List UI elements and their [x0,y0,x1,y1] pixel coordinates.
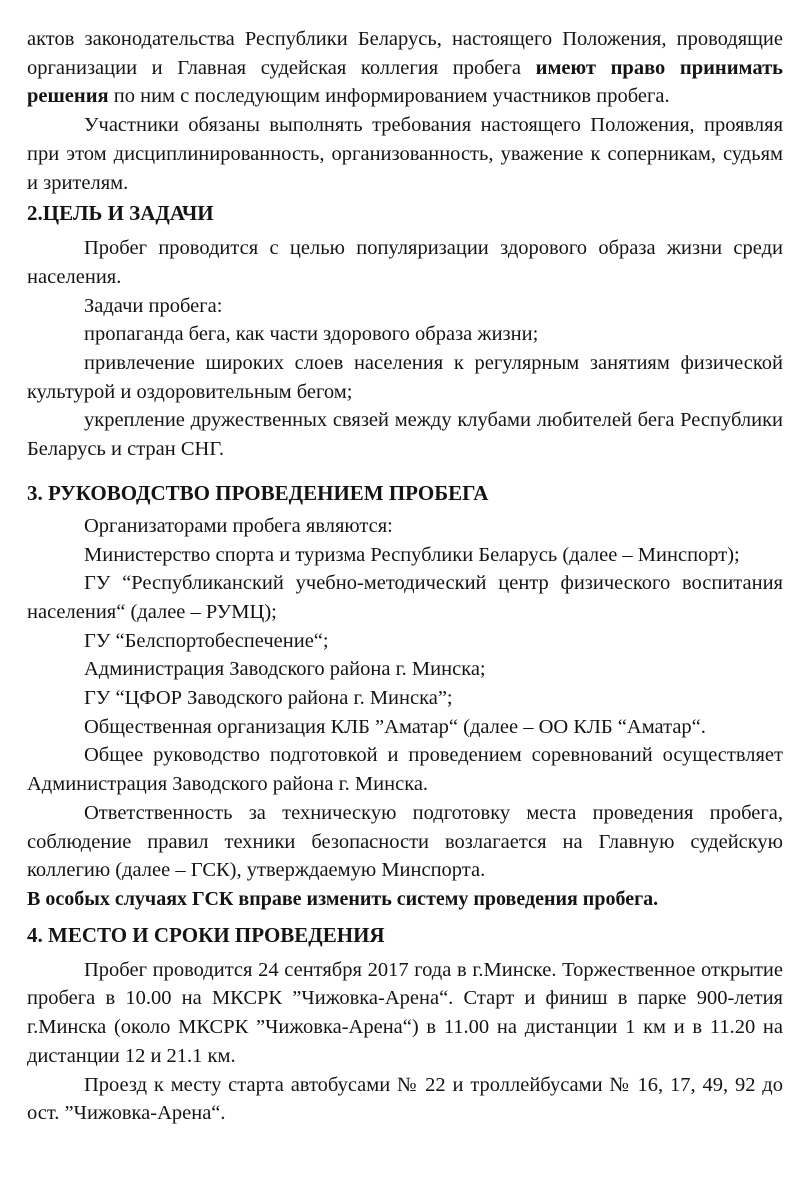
paragraph-responsibility: Ответственность за техническую подготовку места проведения пробега, соблюдение правил техники безопасности возлагается на Главную судейскую коллегию (далее – ГСК), утверждаемую Минспорта. [27,801,783,882]
list-item-organizer-3: ГУ “Белспортобеспечение“; [84,629,329,652]
emphasis-decision-right: имеют право принимать решения [27,56,783,108]
paragraph-general-management: Общее руководство подготовкой и проведением соревнований осуществляет Администрация Заводского района г. Минска. [27,744,783,796]
paragraph-intro: актов законодательства Республики Беларусь, настоящего Положения, проводящие организации и Главная судейская коллегия пробега имеют право принимать решения по ним с последующим информированием участников пробега. [27,28,783,108]
list-item-organizer-6: Общественная организация КЛБ ”Аматар“ (далее – ОО КЛБ “Аматар“. [84,715,706,738]
paragraph-participant-duties: Участники обязаны выполнять требования настоящего Положения, проявляя при этом дисциплинированность, организованность, уважение к соперникам, судьям и зрителям. [27,114,783,194]
section-title-goals: 2.ЦЕЛЬ И ЗАДАЧИ [27,201,214,226]
paragraph-goal: Пробег проводится с целью популяризации здорового образа жизни среди населения. [27,237,783,288]
list-item-task-2: привлечение широких слоев населения к регулярным занятиям физической культурой и оздоровительным бегом; [27,352,783,403]
paragraph-date-time: Пробег проводится 24 сентября 2017 года в г.Минске. Торжественное открытие пробега в 10.00 на МКСРК ”Чижовка-Арена“. Старт и финиш в парке 900-летия г.Минска (около МКСРК ”Чижовка-Арена“) в 11.00 на дистанции 1 км и в 11.20 на дистанции 12 и 21.1 км. [27,958,783,1067]
list-item-organizer-4: Администрация Заводского района г. Минска; [84,658,486,681]
paragraph-transport: Проезд к месту старта автобусами № 22 и троллейбусами № 16, 17, 49, 92 до ост. ”Чижовка-Арена“. [27,1073,783,1125]
list-item-organizer-5: ГУ “ЦФОР Заводского района г. Минска”; [84,687,453,710]
document-page [27,25,783,1128]
list-item-organizer-1: Министерство спорта и туризма Республики Беларусь (далее – Минспорт); [84,543,740,566]
list-item-task-1: пропаганда бега, как части здорового образа жизни; [84,323,539,346]
list-item-task-3: укрепление дружественных связей между клубами любителей бега Республики Беларусь и стран СНГ. [27,409,783,461]
paragraph-special-cases: В особых случаях ГСК вправе изменить систему проведения пробега. [27,887,659,910]
list-item-organizer-2: ГУ “Республиканский учебно-методический центр физического воспитания населения“ (далее – РУМЦ); [27,572,783,623]
paragraph-organizers-label: Организаторами пробега являются: [84,514,393,537]
section-title-place-dates: 4. МЕСТО И СРОКИ ПРОВЕДЕНИЯ [27,922,385,947]
paragraph-tasks-label: Задачи пробега: [84,294,223,317]
section-title-management: 3. РУКОВОДСТВО ПРОВЕДЕНИЕМ ПРОБЕГА [27,480,489,505]
